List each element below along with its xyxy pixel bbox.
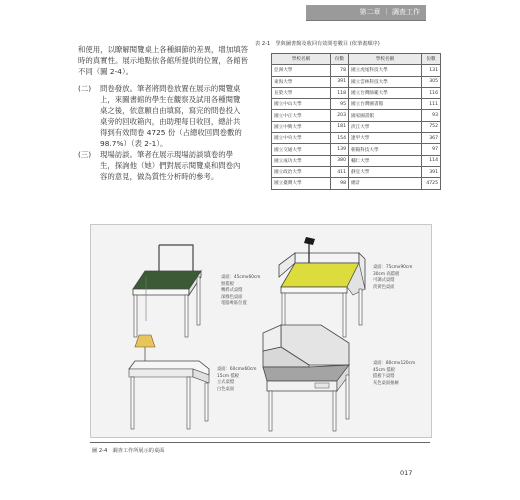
page-number: 017 — [400, 469, 413, 477]
table-caption: 表 2-1 學與圖書館及收回有效問卷數目 (依筆畫順序) — [255, 41, 380, 47]
table-row — [272, 121, 441, 132]
school-name-cell: 朝陽科技大學 — [349, 144, 422, 155]
school-name-cell: 國立中正大學 — [272, 110, 331, 121]
count-cell: 131 — [422, 65, 441, 76]
count-cell: 367 — [422, 133, 441, 144]
school-name-cell: 國立台灣師範大學 — [349, 87, 422, 98]
school-name-cell: 國立交通大學 — [272, 144, 331, 155]
school-name-cell: 東海大學 — [272, 76, 331, 87]
desk-spec-2: 桌面：75cmx90cm 30cm 高擋板 可調式桌燈 淡黃色桌面 — [373, 265, 413, 290]
survey-count-table — [271, 53, 441, 190]
count-cell: 154 — [331, 133, 349, 144]
count-cell: 114 — [422, 155, 441, 166]
school-name-cell: 靜宜大學 — [349, 166, 422, 177]
item-text-2: 問卷發放。筆者將問卷放置在展示的閱覽桌上，來圖書館的學生在觀察及試用各種閱覽桌之後，依意願自由填寫，寫完的問卷投入桌旁的回收箱內，由助理每日收回，總計共得到有效問卷 4725 份（占總收回問卷數的 98.7%）（表 2-1）。 — [100, 84, 242, 149]
school-name-cell: 亞洲大學 — [272, 65, 331, 76]
count-cell: 752 — [422, 121, 441, 132]
desk-spec-1: 桌面：45cmx60cm 無擋板 轉桿式桌燈 深綠色桌面 電腦專區位置 — [221, 275, 261, 306]
school-name-cell: 國立中山大學 — [272, 99, 331, 110]
figure-caption: 圖 2-4 調查工作所展示的桌面 — [92, 448, 165, 454]
school-name-cell: 輔仁大學 — [349, 155, 422, 166]
school-name-cell: 淡江大學 — [349, 121, 422, 132]
table-row — [272, 133, 441, 144]
count-cell: 391 — [422, 166, 441, 177]
table-row — [272, 144, 441, 155]
table-row — [272, 178, 441, 189]
table-header-row — [272, 54, 441, 65]
header-rule — [306, 20, 426, 21]
count-cell: 95 — [331, 99, 349, 110]
count-cell: 116 — [422, 87, 441, 98]
count-cell: 139 — [331, 144, 349, 155]
count-cell: 380 — [331, 155, 349, 166]
table-row — [272, 76, 441, 87]
count-cell: 78 — [331, 65, 349, 76]
table-row — [272, 155, 441, 166]
school-name-cell: 國立臺灣大學 — [272, 178, 331, 189]
count-cell: 111 — [422, 99, 441, 110]
school-name-cell: 國立台灣圖書館 — [349, 99, 422, 110]
count-cell: 98 — [331, 178, 349, 189]
item-text-3: 現場訪談。筆者在展示現場訪談填卷的學生，探詢他（她）們對展示閱覽桌和問卷內容的意見，做為質性分析時的參考。 — [100, 150, 241, 182]
school-name-cell: 國立成功大學 — [272, 155, 331, 166]
school-name-cell: 逢甲大學 — [349, 133, 422, 144]
header-cell: 份數 — [331, 54, 349, 65]
figure-caption-rule — [90, 442, 430, 443]
table-row — [272, 65, 441, 76]
desk-spec-3: 桌面：60cmx60cm 15cm 擋板 立式桌燈 白色桌面 — [217, 367, 257, 392]
school-name-cell: 國立中興大學 — [272, 121, 331, 132]
count-cell: 118 — [331, 87, 349, 98]
count-cell: 411 — [331, 166, 349, 177]
table-row — [272, 87, 441, 98]
count-cell: 305 — [422, 76, 441, 87]
school-name-cell: 國立中央大學 — [272, 133, 331, 144]
desk-illustration-gray — [257, 321, 365, 435]
school-name-cell: 國立政治大學 — [272, 166, 331, 177]
count-cell: 93 — [422, 110, 441, 121]
header-cell: 學校名稱 — [349, 54, 422, 65]
desk-illustration-green — [129, 241, 219, 339]
running-header — [306, 5, 426, 21]
table-row — [272, 166, 441, 177]
school-name-cell: 國立雲林科技大學 — [349, 76, 422, 87]
school-name-cell: 長榮大學 — [272, 87, 331, 98]
table-row — [272, 99, 441, 110]
school-name-cell: 國家圖書館 — [349, 110, 422, 121]
figure-panel — [90, 224, 432, 438]
count-cell: 391 — [331, 76, 349, 87]
item-marker-3: (三) — [78, 150, 92, 159]
desk-illustration-white — [121, 331, 213, 435]
school-name-cell: 國立虎尾科技大學 — [349, 65, 422, 76]
count-cell: 181 — [331, 121, 349, 132]
count-cell: 4725 — [422, 178, 441, 189]
school-name-cell: 總計 — [349, 178, 422, 189]
header-cell: 份數 — [422, 54, 441, 65]
table-row — [272, 110, 441, 121]
header-cell: 學校名稱 — [272, 54, 331, 65]
chapter-title: 第二章 ｜ 調查工作 — [359, 8, 420, 16]
desk-spec-4: 桌面：80cmx120cm 45cm 擋板 擋板下桌燈 灰色桌面抽屜 — [373, 361, 416, 386]
item-marker-2: (二) — [78, 84, 92, 93]
intro-paragraph: 和使用，以瞭解閱覽桌上各種細節的差異，增加填答時的真實性。展示地點依各館所提供的位置，各館皆不同（圖 2-4）。 — [78, 45, 248, 77]
count-cell: 203 — [331, 110, 349, 121]
count-cell: 97 — [422, 144, 441, 155]
